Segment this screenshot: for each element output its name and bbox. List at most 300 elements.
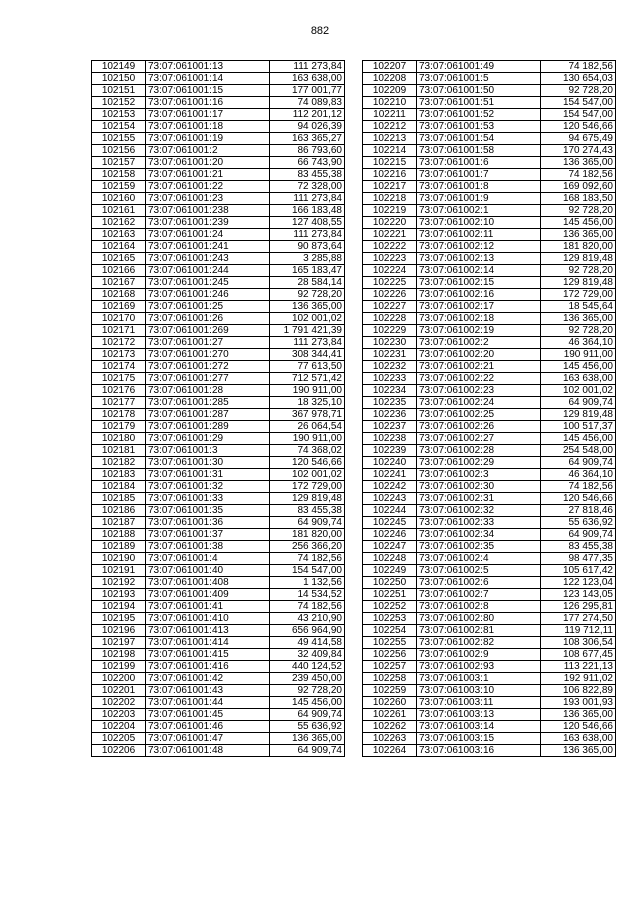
value-cell: 46 364,10 [541, 469, 616, 481]
table-row [363, 481, 616, 493]
row-number-cell: 102198 [92, 649, 146, 661]
table-row [363, 373, 616, 385]
row-number-cell: 102187 [92, 517, 146, 529]
table-row [92, 253, 345, 265]
table-row [363, 313, 616, 325]
table-row [363, 457, 616, 469]
cadastral-number-cell: 73:07:061002:12 [417, 241, 541, 253]
cadastral-number-cell: 73:07:061001:238 [146, 205, 270, 217]
cadastral-number-cell: 73:07:061002:28 [417, 445, 541, 457]
row-number-cell: 102176 [92, 385, 146, 397]
table-row [92, 409, 345, 421]
cadastral-number-cell: 73:07:061001:7 [417, 169, 541, 181]
row-number-cell: 102210 [363, 97, 417, 109]
table-row [92, 193, 345, 205]
table-row [92, 241, 345, 253]
value-cell: 169 092,60 [541, 181, 616, 193]
row-number-cell: 102192 [92, 577, 146, 589]
row-number-cell: 102256 [363, 649, 417, 661]
value-cell: 181 820,00 [270, 529, 345, 541]
table-row [363, 721, 616, 733]
value-cell: 656 964,90 [270, 625, 345, 637]
cadastral-number-cell: 73:07:061002:34 [417, 529, 541, 541]
row-number-cell: 102155 [92, 133, 146, 145]
table-row [92, 469, 345, 481]
value-cell: 66 743,90 [270, 157, 345, 169]
cadastral-number-cell: 73:07:061002:1 [417, 205, 541, 217]
row-number-cell: 102195 [92, 613, 146, 625]
value-cell: 83 455,38 [270, 169, 345, 181]
value-cell: 119 712,11 [541, 625, 616, 637]
value-cell: 100 517,37 [541, 421, 616, 433]
cadastral-number-cell: 73:07:061001:241 [146, 241, 270, 253]
row-number-cell: 102214 [363, 145, 417, 157]
table-row [92, 265, 345, 277]
table-row [92, 385, 345, 397]
value-cell: 113 221,13 [541, 661, 616, 673]
row-number-cell: 102224 [363, 265, 417, 277]
table-row [363, 613, 616, 625]
row-number-cell: 102221 [363, 229, 417, 241]
table-row [363, 157, 616, 169]
table-row [92, 613, 345, 625]
cadastral-number-cell: 73:07:061002:26 [417, 421, 541, 433]
value-cell: 98 477,35 [541, 553, 616, 565]
value-cell: 123 143,05 [541, 589, 616, 601]
cadastral-number-cell: 73:07:061003:16 [417, 745, 541, 757]
value-cell: 102 001,02 [270, 469, 345, 481]
table-row [92, 73, 345, 85]
row-number-cell: 102217 [363, 181, 417, 193]
value-cell: 111 273,84 [270, 229, 345, 241]
row-number-cell: 102261 [363, 709, 417, 721]
row-number-cell: 102189 [92, 541, 146, 553]
table-row [92, 325, 345, 337]
row-number-cell: 102227 [363, 301, 417, 313]
cadastral-number-cell: 73:07:061002:81 [417, 625, 541, 637]
cadastral-number-cell: 73:07:061001:28 [146, 385, 270, 397]
table-row [92, 697, 345, 709]
table-row [363, 637, 616, 649]
row-number-cell: 102225 [363, 277, 417, 289]
row-number-cell: 102234 [363, 385, 417, 397]
table-row [363, 529, 616, 541]
table-row [92, 229, 345, 241]
value-cell: 28 584,14 [270, 277, 345, 289]
table-row [92, 61, 345, 73]
row-number-cell: 102208 [363, 73, 417, 85]
value-cell: 26 064,54 [270, 421, 345, 433]
row-number-cell: 102173 [92, 349, 146, 361]
cadastral-number-cell: 73:07:061001:37 [146, 529, 270, 541]
row-number-cell: 102181 [92, 445, 146, 457]
cadastral-number-cell: 73:07:061001:48 [146, 745, 270, 757]
value-cell: 108 306,54 [541, 637, 616, 649]
table-row [363, 553, 616, 565]
row-number-cell: 102259 [363, 685, 417, 697]
value-cell: 108 677,45 [541, 649, 616, 661]
cadastral-number-cell: 73:07:061001:246 [146, 289, 270, 301]
value-cell: 136 365,00 [541, 157, 616, 169]
cadastral-number-cell: 73:07:061001:8 [417, 181, 541, 193]
row-number-cell: 102264 [363, 745, 417, 757]
table-row [363, 97, 616, 109]
value-cell: 74 368,02 [270, 445, 345, 457]
table-row [363, 253, 616, 265]
table-row [92, 373, 345, 385]
value-cell: 83 455,38 [541, 541, 616, 553]
table-row [92, 481, 345, 493]
value-cell: 136 365,00 [541, 745, 616, 757]
value-cell: 64 909,74 [541, 529, 616, 541]
row-number-cell: 102194 [92, 601, 146, 613]
cadastral-number-cell: 73:07:061002:32 [417, 505, 541, 517]
cadastral-number-cell: 73:07:061001:245 [146, 277, 270, 289]
cadastral-number-cell: 73:07:061001:30 [146, 457, 270, 469]
value-cell: 46 364,10 [541, 337, 616, 349]
value-cell: 127 408,55 [270, 217, 345, 229]
value-cell: 145 456,00 [541, 433, 616, 445]
cadastral-number-cell: 73:07:061001:33 [146, 493, 270, 505]
value-cell: 64 909,74 [541, 457, 616, 469]
table-row [92, 637, 345, 649]
cadastral-number-cell: 73:07:061002:4 [417, 553, 541, 565]
row-number-cell: 102205 [92, 733, 146, 745]
row-number-cell: 102170 [92, 313, 146, 325]
value-cell: 154 547,00 [541, 97, 616, 109]
row-number-cell: 102179 [92, 421, 146, 433]
value-cell: 120 546,66 [541, 121, 616, 133]
cadastral-number-cell: 73:07:061001:285 [146, 397, 270, 409]
table-row [363, 169, 616, 181]
value-cell: 74 089,83 [270, 97, 345, 109]
value-cell: 172 729,00 [541, 289, 616, 301]
row-number-cell: 102232 [363, 361, 417, 373]
table-row [92, 433, 345, 445]
row-number-cell: 102258 [363, 673, 417, 685]
value-cell: 712 571,42 [270, 373, 345, 385]
table-row [92, 577, 345, 589]
table-row [92, 685, 345, 697]
value-cell: 3 285,88 [270, 253, 345, 265]
cadastral-number-cell: 73:07:061001:51 [417, 97, 541, 109]
cadastral-number-cell: 73:07:061002:29 [417, 457, 541, 469]
cadastral-number-cell: 73:07:061002:16 [417, 289, 541, 301]
row-number-cell: 102253 [363, 613, 417, 625]
table-row [363, 289, 616, 301]
cadastral-number-cell: 73:07:061001:44 [146, 697, 270, 709]
cadastral-number-cell: 73:07:061001:53 [417, 121, 541, 133]
value-cell: 163 638,00 [541, 373, 616, 385]
table-row [92, 145, 345, 157]
table-row [363, 685, 616, 697]
table-row [363, 61, 616, 73]
value-cell: 440 124,52 [270, 661, 345, 673]
row-number-cell: 102216 [363, 169, 417, 181]
cadastral-number-cell: 73:07:061003:1 [417, 673, 541, 685]
cadastral-number-cell: 73:07:061001:269 [146, 325, 270, 337]
table-row [92, 673, 345, 685]
value-cell: 130 654,03 [541, 73, 616, 85]
table-row [363, 181, 616, 193]
value-cell: 136 365,00 [541, 313, 616, 325]
table-row [92, 601, 345, 613]
table-row [92, 301, 345, 313]
row-number-cell: 102171 [92, 325, 146, 337]
row-number-cell: 102197 [92, 637, 146, 649]
row-number-cell: 102218 [363, 193, 417, 205]
table-row [363, 265, 616, 277]
table-row [92, 541, 345, 553]
table-row [92, 625, 345, 637]
row-number-cell: 102186 [92, 505, 146, 517]
value-cell: 190 911,00 [541, 349, 616, 361]
row-number-cell: 102241 [363, 469, 417, 481]
cadastral-number-cell: 73:07:061002:35 [417, 541, 541, 553]
value-cell: 74 182,56 [541, 481, 616, 493]
value-cell: 74 182,56 [541, 61, 616, 73]
cadastral-number-cell: 73:07:061001:41 [146, 601, 270, 613]
row-number-cell: 102215 [363, 157, 417, 169]
table-row [363, 277, 616, 289]
cadastral-number-cell: 73:07:061002:31 [417, 493, 541, 505]
row-number-cell: 102219 [363, 205, 417, 217]
value-cell: 14 534,52 [270, 589, 345, 601]
cadastral-number-cell: 73:07:061002:17 [417, 301, 541, 313]
row-number-cell: 102202 [92, 697, 146, 709]
registry-table-right [362, 60, 616, 757]
cadastral-number-cell: 73:07:061001:17 [146, 109, 270, 121]
cadastral-number-cell: 73:07:061001:54 [417, 133, 541, 145]
row-number-cell: 102158 [92, 169, 146, 181]
table-row [363, 541, 616, 553]
row-number-cell: 102240 [363, 457, 417, 469]
cadastral-number-cell: 73:07:061002:21 [417, 361, 541, 373]
table-row [92, 361, 345, 373]
row-number-cell: 102237 [363, 421, 417, 433]
table-row [363, 745, 616, 757]
value-cell: 83 455,38 [270, 505, 345, 517]
row-number-cell: 102203 [92, 709, 146, 721]
table-row [92, 217, 345, 229]
table-row [363, 469, 616, 481]
cadastral-number-cell: 73:07:061002:5 [417, 565, 541, 577]
table-row [363, 649, 616, 661]
value-cell: 106 822,89 [541, 685, 616, 697]
table-row [363, 565, 616, 577]
cadastral-number-cell: 73:07:061002:14 [417, 265, 541, 277]
row-number-cell: 102200 [92, 673, 146, 685]
value-cell: 72 328,00 [270, 181, 345, 193]
row-number-cell: 102178 [92, 409, 146, 421]
row-number-cell: 102154 [92, 121, 146, 133]
row-number-cell: 102239 [363, 445, 417, 457]
row-number-cell: 102167 [92, 277, 146, 289]
table-row [92, 397, 345, 409]
value-cell: 102 001,02 [270, 313, 345, 325]
table-row [92, 565, 345, 577]
cadastral-number-cell: 73:07:061001:50 [417, 85, 541, 97]
table-row [363, 241, 616, 253]
row-number-cell: 102243 [363, 493, 417, 505]
value-cell: 172 729,00 [270, 481, 345, 493]
cadastral-number-cell: 73:07:061002:25 [417, 409, 541, 421]
value-cell: 111 273,84 [270, 61, 345, 73]
value-cell: 64 909,74 [270, 517, 345, 529]
row-number-cell: 102250 [363, 577, 417, 589]
row-number-cell: 102260 [363, 697, 417, 709]
cadastral-number-cell: 73:07:061001:27 [146, 337, 270, 349]
value-cell: 120 546,66 [541, 493, 616, 505]
row-number-cell: 102191 [92, 565, 146, 577]
row-number-cell: 102193 [92, 589, 146, 601]
row-number-cell: 102242 [363, 481, 417, 493]
value-cell: 190 911,00 [270, 385, 345, 397]
row-number-cell: 102199 [92, 661, 146, 673]
value-cell: 92 728,20 [541, 205, 616, 217]
row-number-cell: 102248 [363, 553, 417, 565]
cadastral-number-cell: 73:07:061003:10 [417, 685, 541, 697]
cadastral-number-cell: 73:07:061003:13 [417, 709, 541, 721]
cadastral-number-cell: 73:07:061001:36 [146, 517, 270, 529]
cadastral-number-cell: 73:07:061001:49 [417, 61, 541, 73]
value-cell: 18 325,10 [270, 397, 345, 409]
table-row [92, 493, 345, 505]
cadastral-number-cell: 73:07:061001:29 [146, 433, 270, 445]
row-number-cell: 102257 [363, 661, 417, 673]
row-number-cell: 102163 [92, 229, 146, 241]
value-cell: 64 909,74 [541, 397, 616, 409]
value-cell: 86 793,60 [270, 145, 345, 157]
value-cell: 94 675,49 [541, 133, 616, 145]
value-cell: 120 546,66 [541, 721, 616, 733]
cadastral-number-cell: 73:07:061002:7 [417, 589, 541, 601]
table-row [363, 673, 616, 685]
cadastral-number-cell: 73:07:061001:43 [146, 685, 270, 697]
value-cell: 177 001,77 [270, 85, 345, 97]
cadastral-number-cell: 73:07:061001:243 [146, 253, 270, 265]
cadastral-number-cell: 73:07:061003:14 [417, 721, 541, 733]
cadastral-number-cell: 73:07:061002:13 [417, 253, 541, 265]
value-cell: 239 450,00 [270, 673, 345, 685]
table-row [92, 445, 345, 457]
table-row [363, 709, 616, 721]
row-number-cell: 102184 [92, 481, 146, 493]
value-cell: 256 366,20 [270, 541, 345, 553]
row-number-cell: 102220 [363, 217, 417, 229]
row-number-cell: 102156 [92, 145, 146, 157]
cadastral-number-cell: 73:07:061001:40 [146, 565, 270, 577]
table-row [363, 205, 616, 217]
table-row [92, 205, 345, 217]
value-cell: 193 001,93 [541, 697, 616, 709]
table-row [92, 277, 345, 289]
table-row [363, 85, 616, 97]
cadastral-number-cell: 73:07:061002:33 [417, 517, 541, 529]
value-cell: 18 545,64 [541, 301, 616, 313]
cadastral-number-cell: 73:07:061001:287 [146, 409, 270, 421]
cadastral-number-cell: 73:07:061002:23 [417, 385, 541, 397]
row-number-cell: 102162 [92, 217, 146, 229]
value-cell: 43 210,90 [270, 613, 345, 625]
cadastral-number-cell: 73:07:061001:414 [146, 637, 270, 649]
value-cell: 190 911,00 [270, 433, 345, 445]
table-row [92, 745, 345, 757]
table-row [92, 109, 345, 121]
cadastral-number-cell: 73:07:061001:5 [417, 73, 541, 85]
row-number-cell: 102152 [92, 97, 146, 109]
cadastral-number-cell: 73:07:061002:2 [417, 337, 541, 349]
cadastral-number-cell: 73:07:061001:239 [146, 217, 270, 229]
row-number-cell: 102246 [363, 529, 417, 541]
row-number-cell: 102226 [363, 289, 417, 301]
cadastral-number-cell: 73:07:061001:52 [417, 109, 541, 121]
value-cell: 1 132,56 [270, 577, 345, 589]
value-cell: 154 547,00 [541, 109, 616, 121]
row-number-cell: 102249 [363, 565, 417, 577]
value-cell: 129 819,48 [541, 277, 616, 289]
table-row [92, 349, 345, 361]
table-row [363, 601, 616, 613]
cadastral-number-cell: 73:07:061001:270 [146, 349, 270, 361]
value-cell: 120 546,66 [270, 457, 345, 469]
cadastral-number-cell: 73:07:061001:408 [146, 577, 270, 589]
cadastral-number-cell: 73:07:061002:3 [417, 469, 541, 481]
table-row [92, 709, 345, 721]
cadastral-number-cell: 73:07:061001:410 [146, 613, 270, 625]
page-number: 882 [310, 25, 330, 37]
row-number-cell: 102166 [92, 265, 146, 277]
table-row [363, 337, 616, 349]
row-number-cell: 102236 [363, 409, 417, 421]
cadastral-number-cell: 73:07:061001:415 [146, 649, 270, 661]
row-number-cell: 102252 [363, 601, 417, 613]
cadastral-number-cell: 73:07:061002:9 [417, 649, 541, 661]
value-cell: 92 728,20 [541, 85, 616, 97]
value-cell: 192 911,02 [541, 673, 616, 685]
table-row [363, 505, 616, 517]
table-row [92, 721, 345, 733]
value-cell: 92 728,20 [270, 685, 345, 697]
value-cell: 32 409,84 [270, 649, 345, 661]
cadastral-number-cell: 73:07:061001:289 [146, 421, 270, 433]
value-cell: 163 638,00 [541, 733, 616, 745]
cadastral-number-cell: 73:07:061002:80 [417, 613, 541, 625]
table-row [363, 301, 616, 313]
row-number-cell: 102169 [92, 301, 146, 313]
cadastral-number-cell: 73:07:061001:13 [146, 61, 270, 73]
table-row [92, 661, 345, 673]
row-number-cell: 102180 [92, 433, 146, 445]
table-row [92, 733, 345, 745]
cadastral-number-cell: 73:07:061003:15 [417, 733, 541, 745]
table-row [363, 517, 616, 529]
registry-table-left [91, 60, 345, 757]
value-cell: 145 456,00 [270, 697, 345, 709]
table-row [92, 289, 345, 301]
table-row [92, 157, 345, 169]
table-row [92, 421, 345, 433]
row-number-cell: 102244 [363, 505, 417, 517]
row-number-cell: 102229 [363, 325, 417, 337]
table-row [92, 649, 345, 661]
cadastral-number-cell: 73:07:061002:24 [417, 397, 541, 409]
cadastral-number-cell: 73:07:061001:9 [417, 193, 541, 205]
cadastral-number-cell: 73:07:061001:2 [146, 145, 270, 157]
cadastral-number-cell: 73:07:061002:11 [417, 229, 541, 241]
value-cell: 111 273,84 [270, 193, 345, 205]
cadastral-number-cell: 73:07:061002:30 [417, 481, 541, 493]
